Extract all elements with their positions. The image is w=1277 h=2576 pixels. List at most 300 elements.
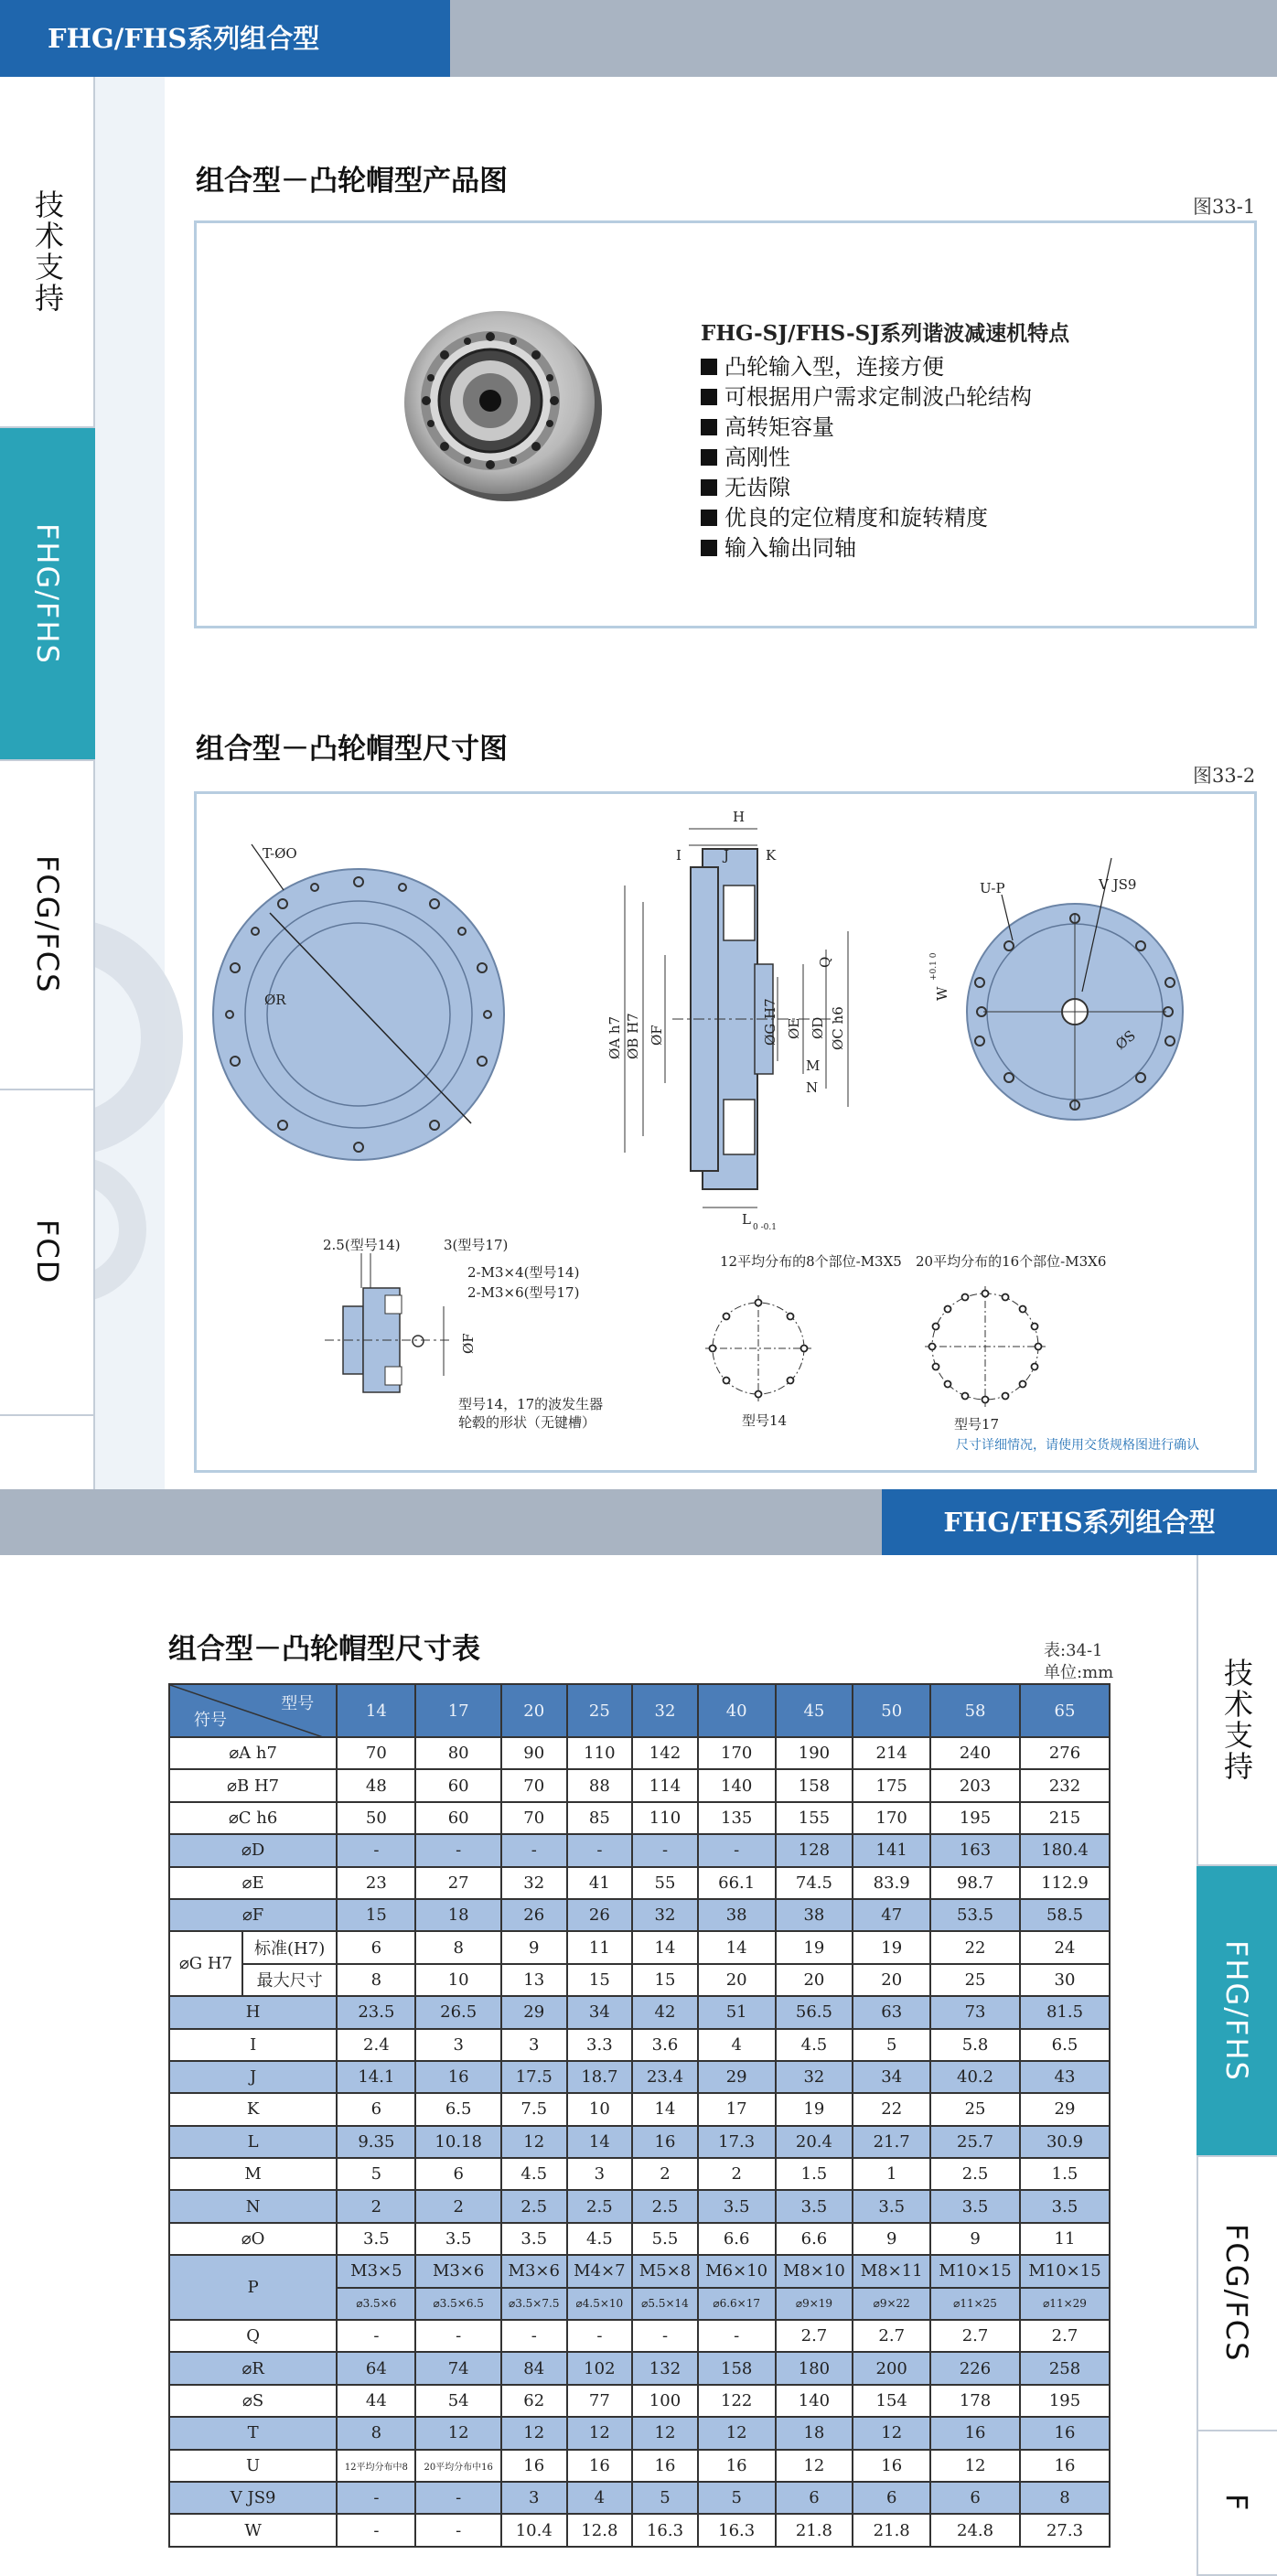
value-cell: 4.5	[776, 2029, 853, 2061]
dim-label-c: ØC h6	[830, 1006, 846, 1050]
symbol-cell: P	[169, 2255, 337, 2320]
value-cell: 60	[415, 1802, 500, 1834]
value-cell: 30.9	[1020, 2126, 1110, 2158]
tab-label: FHG/FHS	[30, 522, 65, 665]
value-cell: 4	[698, 2029, 776, 2061]
dim-label-l: L	[742, 1211, 751, 1228]
model-column-header: 25	[567, 1684, 633, 1737]
value-cell: 3.3	[567, 2029, 633, 2061]
symbol-cell: ⌀E	[169, 1867, 337, 1899]
value-cell: 29	[501, 1996, 567, 2028]
value-cell: 258	[1020, 2352, 1110, 2384]
bullet-square-icon	[701, 479, 717, 496]
feature-text: 输入输出同轴	[724, 535, 856, 561]
value-cell: 14	[632, 1931, 698, 1963]
value-cell: 2	[415, 2190, 500, 2222]
value-cell: -	[415, 2482, 500, 2514]
value-cell: 3.5	[930, 2190, 1020, 2222]
dim-label-k: K	[766, 847, 777, 864]
model-column-header: 17	[415, 1684, 500, 1737]
symbol-cell: I	[169, 2029, 337, 2061]
value-cell: 88	[567, 1769, 633, 1801]
table-number: 表:34-1	[1044, 1641, 1103, 1660]
value-cell: 12	[853, 2417, 930, 2449]
value-cell: 112.9	[1020, 1867, 1110, 1899]
table-row	[169, 2385, 1110, 2417]
value-cell: 12	[632, 2417, 698, 2449]
value-cell: 16	[1020, 2450, 1110, 2482]
value-cell: 163	[930, 1834, 1020, 1866]
value-cell: 16	[853, 2450, 930, 2482]
value-cell: 6	[415, 2158, 500, 2190]
value-cell: 16	[1020, 2417, 1110, 2449]
sidebar-tab-fcd[interactable]	[0, 1090, 95, 1416]
feature-item	[701, 503, 1069, 533]
value-cell: 38	[698, 1899, 776, 1931]
value-cell: 74.5	[776, 1867, 853, 1899]
value-cell: 22	[930, 1931, 1020, 1963]
value-cell: 60	[415, 1769, 500, 1801]
value-cell: 3.5	[415, 2223, 500, 2255]
value-cell: 58.5	[1020, 1899, 1110, 1931]
value-cell: 154	[853, 2385, 930, 2417]
model-column-header: 40	[698, 1684, 776, 1737]
table-row	[169, 1964, 1110, 1996]
dim-label-a: ØA h7	[606, 1015, 623, 1059]
table-row	[169, 1996, 1110, 2028]
symbol-cell: ⌀F	[169, 1899, 337, 1931]
value-cell: 3	[501, 2029, 567, 2061]
value-cell: 32	[776, 2061, 853, 2093]
series-banner: FHG/FHS系列组合型	[0, 0, 450, 77]
value-cell: 27.3	[1020, 2514, 1110, 2546]
table-row	[169, 2093, 1110, 2125]
feature-item	[701, 473, 1069, 503]
sidebar-tab-fhg-fhs[interactable]	[1197, 1866, 1277, 2157]
symbol-cell: ⌀D	[169, 1834, 337, 1866]
value-cell: 29	[1020, 2093, 1110, 2125]
value-cell: 74	[415, 2352, 500, 2384]
value-cell: -	[698, 1834, 776, 1866]
value-cell: 3.6	[632, 2029, 698, 2061]
symbol-cell: N	[169, 2190, 337, 2222]
value-cell: 170	[853, 1802, 930, 1834]
value-cell: 5	[698, 2482, 776, 2514]
value-cell: 8	[1020, 2482, 1110, 2514]
value-cell: 10.18	[415, 2126, 500, 2158]
value-cell: 15	[337, 1899, 415, 1931]
value-cell: 2.7	[930, 2320, 1020, 2352]
value-cell: 240	[930, 1737, 1020, 1769]
value-cell: 26	[501, 1899, 567, 1931]
model-column-header: 50	[853, 1684, 930, 1737]
feature-item	[701, 413, 1069, 443]
bullet-square-icon	[701, 540, 717, 556]
thread-label-m3x4: 2-M3×4(型号14)	[467, 1264, 580, 1281]
value-cell: -	[501, 1834, 567, 1866]
value-cell: 6.6	[698, 2223, 776, 2255]
value-cell: 141	[853, 1834, 930, 1866]
value-cell: 11	[567, 1931, 633, 1963]
value-cell: 122	[698, 2385, 776, 2417]
value-cell: 10.4	[501, 2514, 567, 2546]
value-cell: 40.2	[930, 2061, 1020, 2093]
value-cell: 24.8	[930, 2514, 1020, 2546]
value-cell: 14	[567, 2126, 633, 2158]
table-row	[169, 2126, 1110, 2158]
bullet-square-icon	[701, 359, 717, 375]
dim-label-w-tolerance: +0.1 0	[929, 952, 939, 981]
dim-label-3: 3(型号17)	[444, 1237, 509, 1253]
value-cell: 3.5	[776, 2190, 853, 2222]
value-cell: 200	[853, 2352, 930, 2384]
pattern-14-title: 12平均分布的8个部位-M3X5	[720, 1253, 902, 1270]
value-cell: ⌀11×25	[930, 2288, 1020, 2320]
value-cell: 25	[930, 1964, 1020, 1996]
table-row	[169, 1769, 1110, 1801]
table-row	[169, 1737, 1110, 1769]
value-cell: 17	[698, 2093, 776, 2125]
value-cell: 70	[501, 1769, 567, 1801]
symbol-cell: L	[169, 2126, 337, 2158]
value-cell: 29	[698, 2061, 776, 2093]
value-cell: 73	[930, 1996, 1020, 2028]
value-cell: M4×7	[567, 2255, 633, 2287]
value-cell: 195	[1020, 2385, 1110, 2417]
tab-label: 技术支持	[1219, 1658, 1254, 1782]
value-cell: 14	[632, 2093, 698, 2125]
value-cell: 38	[776, 1899, 853, 1931]
value-cell: 10	[415, 1964, 500, 1996]
dim-label-g: ØG H7	[762, 998, 778, 1046]
value-cell: 21.8	[776, 2514, 853, 2546]
value-cell: 2.5	[501, 2190, 567, 2222]
value-cell: 6	[337, 2093, 415, 2125]
value-cell: 17.5	[501, 2061, 567, 2093]
dim-label-w: W	[934, 986, 950, 1001]
value-cell: ⌀3.5×7.5	[501, 2288, 567, 2320]
value-cell: 19	[776, 2093, 853, 2125]
value-cell: 84	[501, 2352, 567, 2384]
value-cell: 1.5	[1020, 2158, 1110, 2190]
value-cell: 8	[337, 2417, 415, 2449]
pattern-17-title: 20平均分布的16个部位-M3X6	[916, 1253, 1107, 1270]
bolt-pattern-17	[925, 1286, 1046, 1407]
value-cell: 180	[776, 2352, 853, 2384]
value-cell: 20	[698, 1964, 776, 1996]
value-cell: 27	[415, 1867, 500, 1899]
symbol-cell: V JS9	[169, 2482, 337, 2514]
value-cell: 226	[930, 2352, 1020, 2384]
value-cell: 3.5	[337, 2223, 415, 2255]
value-cell: 23	[337, 1867, 415, 1899]
value-cell: 6.5	[415, 2093, 500, 2125]
value-cell: 83.9	[853, 1867, 930, 1899]
feature-text: 凸轮输入型，连接方便	[724, 354, 944, 380]
dim-label-i: I	[676, 847, 681, 864]
table-row	[169, 2514, 1110, 2546]
value-cell: 2.7	[1020, 2320, 1110, 2352]
front-view	[213, 844, 504, 1160]
value-cell: -	[632, 2320, 698, 2352]
value-cell: M8×11	[853, 2255, 930, 2287]
value-cell: 16	[632, 2450, 698, 2482]
value-cell: 19	[853, 1931, 930, 1963]
value-cell: 98.7	[930, 1867, 1020, 1899]
feature-text: 高转矩容量	[724, 414, 834, 440]
value-cell: 158	[698, 2352, 776, 2384]
feature-text: 可根据用户需求定制波凸轮结构	[724, 384, 1032, 410]
value-cell: 50	[337, 1802, 415, 1834]
value-cell: 18	[776, 2417, 853, 2449]
model-column-header: 45	[776, 1684, 853, 1737]
table-title: 组合型－凸轮帽型尺寸表	[168, 1633, 480, 1666]
model-column-header: 58	[930, 1684, 1020, 1737]
value-cell: 6.6	[776, 2223, 853, 2255]
symbol-cell: U	[169, 2450, 337, 2482]
value-cell: -	[337, 2482, 415, 2514]
value-cell: M5×8	[632, 2255, 698, 2287]
value-cell: 114	[632, 1769, 698, 1801]
figure-label: 图33-1	[1193, 196, 1256, 218]
value-cell: 12	[567, 2417, 633, 2449]
value-cell: 6.5	[1020, 2029, 1110, 2061]
table-row	[169, 2482, 1110, 2514]
model-column-header: 20	[501, 1684, 567, 1737]
value-cell: 77	[567, 2385, 633, 2417]
value-cell: ⌀6.6×17	[698, 2288, 776, 2320]
value-cell: 80	[415, 1737, 500, 1769]
value-cell: 20	[853, 1964, 930, 1996]
value-cell: 26.5	[415, 1996, 500, 2028]
bullet-square-icon	[701, 419, 717, 435]
table-row	[169, 1802, 1110, 1834]
symbol-cell: ⌀B H7	[169, 1769, 337, 1801]
value-cell: 140	[698, 1769, 776, 1801]
value-cell: 5	[632, 2482, 698, 2514]
feature-text: 无齿隙	[724, 475, 790, 500]
value-cell: 18.7	[567, 2061, 633, 2093]
table-row	[169, 2450, 1110, 2482]
value-cell: 12	[930, 2450, 1020, 2482]
value-cell: 23.5	[337, 1996, 415, 2028]
section-title-product: 组合型－凸轮帽型产品图	[196, 165, 508, 198]
value-cell: 20.4	[776, 2126, 853, 2158]
dim-label-h: H	[733, 809, 746, 825]
value-cell: 64	[337, 2352, 415, 2384]
symbol-cell: Q	[169, 2320, 337, 2352]
value-cell: -	[337, 2320, 415, 2352]
symbol-cell: ⌀A h7	[169, 1737, 337, 1769]
table-row	[169, 2029, 1110, 2061]
value-cell: 100	[632, 2385, 698, 2417]
value-cell: 3.5	[501, 2223, 567, 2255]
value-cell: 110	[567, 1737, 633, 1769]
value-cell: 85	[567, 1802, 633, 1834]
value-cell: 16.3	[632, 2514, 698, 2546]
value-cell: 42	[632, 1996, 698, 2028]
value-cell: 102	[567, 2352, 633, 2384]
sidebar-tab-tech-support[interactable]	[1197, 1575, 1277, 1866]
value-cell: 2.5	[930, 2158, 1020, 2190]
value-cell: 5	[337, 2158, 415, 2190]
value-cell: 140	[776, 2385, 853, 2417]
drawing-footnote: 尺寸详细情况，请使用交货规格图进行确认	[956, 1438, 1199, 1453]
thread-label-m3x6: 2-M3×6(型号17)	[467, 1284, 580, 1301]
value-cell: 8	[337, 1964, 415, 1996]
dim-label-t-o: T-ØO	[263, 845, 297, 862]
value-cell: 23.4	[632, 2061, 698, 2093]
value-cell: 63	[853, 1996, 930, 2028]
value-cell: 128	[776, 1834, 853, 1866]
value-cell: 66.1	[698, 1867, 776, 1899]
table-row	[169, 2417, 1110, 2449]
value-cell: 9	[501, 1931, 567, 1963]
value-cell: 180.4	[1020, 1834, 1110, 1866]
harmonic-reducer-product-image	[399, 302, 604, 507]
table-row	[169, 1899, 1110, 1931]
value-cell: 5.8	[930, 2029, 1020, 2061]
dim-label-n: N	[806, 1079, 819, 1096]
value-cell: M10×15	[930, 2255, 1020, 2287]
sub-symbol-cell: 标准(H7)	[242, 1931, 337, 1963]
value-cell: 34	[567, 1996, 633, 2028]
value-cell: 5	[853, 2029, 930, 2061]
value-cell: 110	[632, 1802, 698, 1834]
table-row	[169, 2352, 1110, 2384]
sidebar-tab-fcg-fcs[interactable]	[0, 761, 95, 1090]
value-cell: 44	[337, 2385, 415, 2417]
feature-item	[701, 382, 1069, 413]
dim-label-e: ØE	[786, 1017, 802, 1039]
sidebar-tab-fhg-fhs[interactable]	[0, 428, 95, 761]
model-14-label: 型号14	[742, 1412, 788, 1429]
header-model-label: 型号	[281, 1694, 315, 1713]
dim-label-l-tolerance: 0 -0.1	[753, 1223, 777, 1232]
value-cell: 26	[567, 1899, 633, 1931]
header-corner-cell	[169, 1684, 337, 1737]
value-cell: 51	[698, 1996, 776, 2028]
value-cell: 2.4	[337, 2029, 415, 2061]
figure-label: 图33-2	[1193, 765, 1256, 787]
value-cell: 24	[1020, 1931, 1110, 1963]
value-cell: 54	[415, 2385, 500, 2417]
value-cell: 195	[930, 1802, 1020, 1834]
value-cell: 158	[776, 1769, 853, 1801]
value-cell: 9	[853, 2223, 930, 2255]
tab-label: F	[1219, 2493, 1254, 2513]
table-row	[169, 2255, 1110, 2287]
value-cell: 15	[567, 1964, 633, 1996]
value-cell: ⌀9×19	[776, 2288, 853, 2320]
value-cell: 2.5	[632, 2190, 698, 2222]
value-cell: 20	[776, 1964, 853, 1996]
table-row	[169, 2320, 1110, 2352]
series-banner: FHG/FHS系列组合型	[882, 1489, 1277, 1555]
value-cell: -	[632, 1834, 698, 1866]
feature-list-title: FHG-SJ/FHS-SJ系列谐波减速机特点	[701, 321, 1070, 346]
tab-label: FCG/FCS	[30, 855, 65, 994]
value-cell: 1	[853, 2158, 930, 2190]
value-cell: 20平均分布中16	[415, 2450, 500, 2482]
value-cell: 22	[853, 2093, 930, 2125]
table-row	[169, 2061, 1110, 2093]
value-cell: 142	[632, 1737, 698, 1769]
value-cell: 25.7	[930, 2126, 1020, 2158]
value-cell: 16	[698, 2450, 776, 2482]
symbol-cell: M	[169, 2158, 337, 2190]
symbol-cell: ⌀R	[169, 2352, 337, 2384]
value-cell: 9	[930, 2223, 1020, 2255]
feature-item	[701, 443, 1069, 473]
table-row	[169, 1931, 1110, 1963]
sidebar-tab-tech-support[interactable]	[0, 77, 95, 428]
feature-item	[701, 352, 1069, 382]
value-cell: ⌀9×22	[853, 2288, 930, 2320]
dim-label-u-p: U-P	[980, 880, 1005, 896]
feature-text: 高刚性	[724, 445, 790, 470]
bullet-square-icon	[701, 389, 717, 405]
value-cell: ⌀3.5×6	[337, 2288, 415, 2320]
value-cell: -	[415, 2320, 500, 2352]
tab-label: FCG/FCS	[1219, 2224, 1254, 2363]
value-cell: M3×6	[415, 2255, 500, 2287]
value-cell: 214	[853, 1737, 930, 1769]
value-cell: 2.7	[853, 2320, 930, 2352]
value-cell: 7.5	[501, 2093, 567, 2125]
value-cell: ⌀11×29	[1020, 2288, 1110, 2320]
value-cell: 25	[930, 2093, 1020, 2125]
model-column-header: 65	[1020, 1684, 1110, 1737]
value-cell: 6	[930, 2482, 1020, 2514]
dimension-drawing	[197, 794, 1254, 1471]
value-cell: 16	[930, 2417, 1020, 2449]
symbol-cell: ⌀O	[169, 2223, 337, 2255]
model-17-label: 型号17	[954, 1416, 1000, 1433]
feature-list	[701, 317, 1069, 564]
value-cell: 170	[698, 1737, 776, 1769]
symbol-cell: K	[169, 2093, 337, 2125]
value-cell: M8×10	[776, 2255, 853, 2287]
value-cell: 1.5	[776, 2158, 853, 2190]
value-cell: 12	[776, 2450, 853, 2482]
value-cell: -	[337, 1834, 415, 1866]
value-cell: 16.3	[698, 2514, 776, 2546]
sidebar-tab-partial[interactable]	[1197, 2431, 1277, 2576]
value-cell: 16	[501, 2450, 567, 2482]
sidebar-tab-fcg-fcs[interactable]	[1197, 2157, 1277, 2431]
feature-item	[701, 533, 1069, 564]
value-cell: 6	[776, 2482, 853, 2514]
table-body	[169, 1737, 1110, 2547]
table-row	[169, 2190, 1110, 2222]
value-cell: M10×15	[1020, 2255, 1110, 2287]
value-cell: 43	[1020, 2061, 1110, 2093]
table-row	[169, 1867, 1110, 1899]
feature-text: 优良的定位精度和旋转精度	[724, 505, 988, 531]
value-cell: -	[567, 1834, 633, 1866]
value-cell: -	[337, 2514, 415, 2546]
value-cell: 10	[567, 2093, 633, 2125]
table-row	[169, 1834, 1110, 1866]
value-cell: 9.35	[337, 2126, 415, 2158]
symbol-cell: T	[169, 2417, 337, 2449]
tab-label: FCD	[30, 1219, 65, 1285]
value-cell: -	[415, 2514, 500, 2546]
value-cell: 155	[776, 1802, 853, 1834]
value-cell: 41	[567, 1867, 633, 1899]
dim-label-m: M	[806, 1057, 821, 1074]
